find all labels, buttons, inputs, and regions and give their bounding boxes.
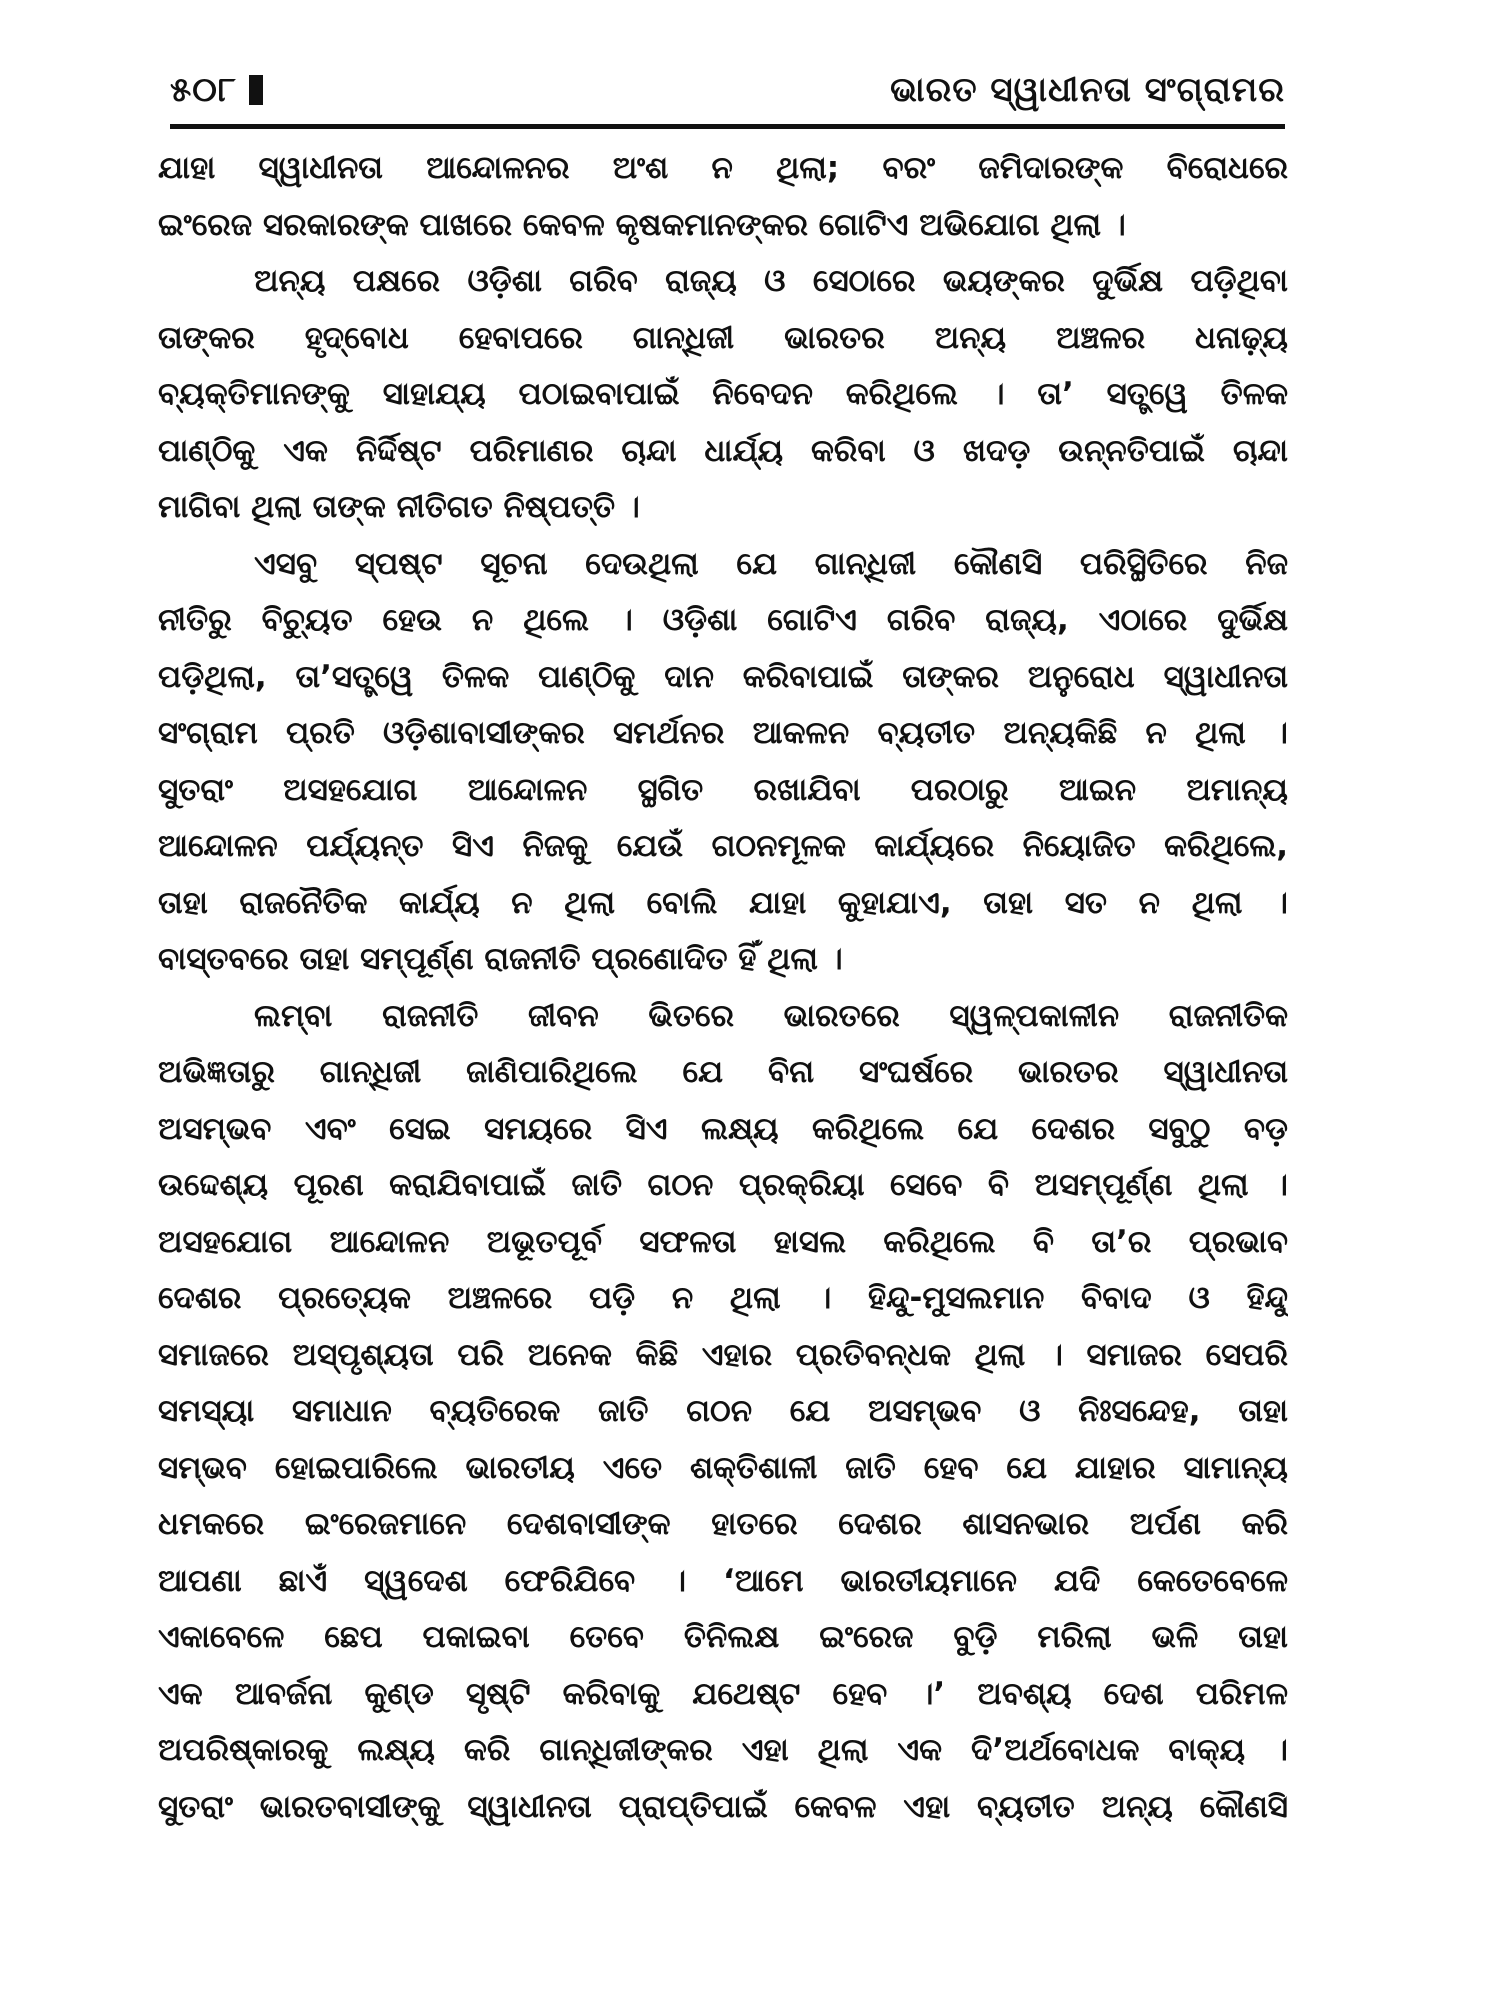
square-marker-icon bbox=[249, 75, 263, 105]
text-line: ଉଦ୍ଦେଶ୍ୟ ପୂରଣ କରାଯିବାପାଇଁ ଜାତି ଗଠନ ପ୍ରକ୍ରିୟା ସେବେ ବି ଅସମ୍ପୂର୍ଣ୍ଣ ଥିଲା । bbox=[158, 1167, 1288, 1203]
text-line: ଏକ ଆବର୍ଜନା କୁଣ୍ଡ ସୃଷ୍ଟି କରିବାକୁ ଯଥେଷ୍ଟ ହେବ ।’ ଅବଶ୍ୟ ଦେଶ ପରିମଳ bbox=[158, 1675, 1288, 1712]
page-number: ୫୦୮ bbox=[170, 70, 237, 110]
text-line: ନୀତିରୁ ବିଚ୍ୟୁତ ହେଉ ନ ଥିଲେ । ଓଡ଼ିଶା ଗୋଟିଏ ଗରିବ ରାଜ୍ୟ, ଏଠାରେ ଦୁର୍ଭିକ୍ଷ bbox=[158, 602, 1288, 638]
text-line: ପଡ଼ିଥିଲା, ତା’ସତ୍ତ୍ୱେ ତିଳକ ପାଣ୍ଠିକୁ ଦାନ କରିବାପାଇଁ ତାଙ୍କର ଅନୁରୋଧ ସ୍ୱାଧୀନତା bbox=[158, 658, 1288, 695]
text-line: ସମାଜରେ ଅସ୍ପୃଶ୍ୟତା ପରି ଅନେକ କିଛି ଏହାର ପ୍ରତିବନ୍ଧକ ଥିଲା । ସମାଜର ସେପରି bbox=[158, 1336, 1288, 1373]
text-line: ଅସମ୍ଭବ ଏବଂ ସେଇ ସମୟରେ ସିଏ ଲକ୍ଷ୍ୟ କରିଥିଲେ ଯେ ଦେଶର ସବୁଠୁ ବଡ଼ bbox=[158, 1110, 1288, 1147]
text-line: ତାହା ରାଜନୈତିକ କାର୍ଯ୍ୟ ନ ଥିଲା ବୋଲି ଯାହା କୁହାଯାଏ, ତାହା ସତ ନ ଥିଲା । bbox=[158, 884, 1288, 921]
text-line: ଅନ୍ୟ ପକ୍ଷରେ ଓଡ଼ିଶା ଗରିବ ରାଜ୍ୟ ଓ ସେଠାରେ ଭୟଙ୍କର ଦୁର୍ଭିକ୍ଷ ପଡ଼ିଥିବା bbox=[254, 263, 1288, 299]
text-line: ଅଭିଜ୍ଞତାରୁ ଗାନ୍ଧିଜୀ ଜାଣିପାରିଥିଲେ ଯେ ବିନା ସଂଘର୍ଷରେ ଭାରତର ସ୍ୱାଧୀନତା bbox=[158, 1054, 1288, 1090]
text-line: ଆପଣା ଛାଏଁ ସ୍ୱଦେଶ ଫେରିଯିବେ । ‘ଆମେ ଭାରତୀୟମାନେ ଯଦି କେତେବେଳେ bbox=[158, 1562, 1288, 1599]
text-line: ଆନ୍ଦୋଳନ ପର୍ଯ୍ୟନ୍ତ ସିଏ ନିଜକୁ ଯେଉଁ ଗଠନମୂଳକ କାର୍ଯ୍ୟରେ ନିୟୋଜିତ କରିଥିଲେ, bbox=[158, 828, 1288, 864]
text-line: ପାଣ୍ଠିକୁ ଏକ ନିର୍ଦ୍ଦିଷ୍ଟ ପରିମାଣର ଚାନ୍ଦା ଧାର୍ଯ୍ୟ କରିବା ଓ ଖଦଡ଼ ଉନ୍ନତିପାଇଁ ଚାନ୍ଦା bbox=[158, 432, 1288, 469]
text-line: ଅସହଯୋଗ ଆନ୍ଦୋଳନ ଅଭୂତପୂର୍ବ ସଫଳତା ହାସଲ କରିଥିଲେ ବି ତା’ର ପ୍ରଭାବ bbox=[158, 1223, 1288, 1260]
text-line: ଅପରିଷ୍କାରକୁ ଲକ୍ଷ୍ୟ କରି ଗାନ୍ଧିଜୀଙ୍କର ଏହା ଥିଲା ଏକ ଦି’ଅର୍ଥବୋଧକ ବାକ୍ୟ । bbox=[158, 1732, 1288, 1768]
page-header bbox=[170, 66, 1285, 126]
text-line: ଇଂରେଜ ସରକାରଙ୍କ ପାଖରେ କେବଳ କୃଷକମାନଙ୍କର ଗୋଟିଏ ଅଭିଯୋଗ ଥିଲା । bbox=[158, 206, 1126, 243]
body-text bbox=[158, 140, 1288, 1835]
text-line: ବାସ୍ତବରେ ତାହା ସମ୍ପୂର୍ଣ୍ଣ ରାଜନୀତି ପ୍ରଣୋଦିତ ହିଁ ଥିଲା । bbox=[158, 941, 843, 977]
text-line: ତାଙ୍କର ହୃଦ୍‌ବୋଧ ହେବାପରେ ଗାନ୍ଧିଜୀ ଭାରତର ଅନ୍ୟ ଅଞ୍ଚଳର ଧନାଢ଼୍ୟ bbox=[158, 319, 1288, 356]
text-line: ସମ୍ଭବ ହୋଇପାରିଲେ ଭାରତୀୟ ଏତେ ଶକ୍ତିଶାଳୀ ଜାତି ହେବ ଯେ ଯାହାର ସାମାନ୍ୟ bbox=[158, 1449, 1288, 1486]
text-line: ସମସ୍ୟା ସମାଧାନ ବ୍ୟତିରେକ ଜାତି ଗଠନ ଯେ ଅସମ୍ଭବ ଓ ନିଃସନ୍ଦେହ, ତାହା bbox=[158, 1393, 1288, 1429]
text-line: ଦେଶର ପ୍ରତ୍ୟେକ ଅଞ୍ଚଳରେ ପଡ଼ି ନ ଥିଲା । ହିନ୍ଦୁ-ମୁସଲମାନ ବିବାଦ ଓ ହିନ୍ଦୁ bbox=[158, 1280, 1288, 1316]
text-line: ମାଗିବା ଥିଲା ତାଙ୍କ ନୀତିଗତ ନିଷ୍ପତ୍ତି । bbox=[158, 489, 640, 525]
text-line: ଯାହା ସ୍ୱାଧୀନତା ଆନ୍ଦୋଳନର ଅଂଶ ନ ଥିଲା; ବରଂ ଜମିଦାରଙ୍କ ବିରୋଧରେ bbox=[158, 150, 1288, 186]
text-line: ଏକାବେଳେ ଛେପ ପକାଇବା ତେବେ ତିନିଲକ୍ଷ ଇଂରେଜ ବୁଡ଼ି ମରିଲା ଭଳି ତାହା bbox=[158, 1619, 1288, 1655]
text-line: ସଂଗ୍ରାମ ପ୍ରତି ଓଡ଼ିଶାବାସୀଙ୍କର ସମର୍ଥନର ଆକଳନ ବ୍ୟତୀତ ଅନ୍ୟକିଛି ନ ଥିଲା । bbox=[158, 715, 1288, 751]
text-line: ଲମ୍ବା ରାଜନୀତି ଜୀବନ ଭିତରେ ଭାରତରେ ସ୍ୱଳ୍ପକାଳୀନ ରାଜନୀତିକ bbox=[254, 997, 1288, 1034]
running-title: ଭାରତ ସ୍ୱାଧୀନତା ସଂଗ୍ରାମର bbox=[890, 70, 1285, 110]
text-line: ଧମକରେ ଇଂରେଜମାନେ ଦେଶବାସୀଙ୍କ ହାତରେ ଦେଶର ଶାସନଭାର ଅର୍ପଣ କରି bbox=[158, 1506, 1288, 1542]
header-rule bbox=[170, 124, 1285, 129]
text-line: ବ୍ୟକ୍ତିମାନଙ୍କୁ ସାହାଯ୍ୟ ପଠାଇବାପାଇଁ ନିବେଦନ କରିଥିଲେ । ତା’ ସତ୍ତ୍ୱେ ତିଳକ bbox=[158, 376, 1288, 412]
text-line: ସୁତରାଂ ଅସହଯୋଗ ଆନ୍ଦୋଳନ ସ୍ଥଗିତ ରଖାଯିବା ପରଠାରୁ ଆଇନ ଅମାନ୍ୟ bbox=[158, 771, 1288, 808]
page-number-block bbox=[170, 70, 263, 110]
text-line: ଏସବୁ ସ୍ପଷ୍ଟ ସୂଚନା ଦେଉଥିଲା ଯେ ଗାନ୍ଧିଜୀ କୌଣସି ପରିସ୍ଥିତିରେ ନିଜ bbox=[254, 545, 1288, 582]
text-line: ସୁତରାଂ ଭାରତବାସୀଙ୍କୁ ସ୍ୱାଧୀନତା ପ୍ରାପ୍ତିପାଇଁ କେବଳ ଏହା ବ୍ୟତୀତ ଅନ୍ୟ କୌଣସି bbox=[158, 1788, 1288, 1825]
